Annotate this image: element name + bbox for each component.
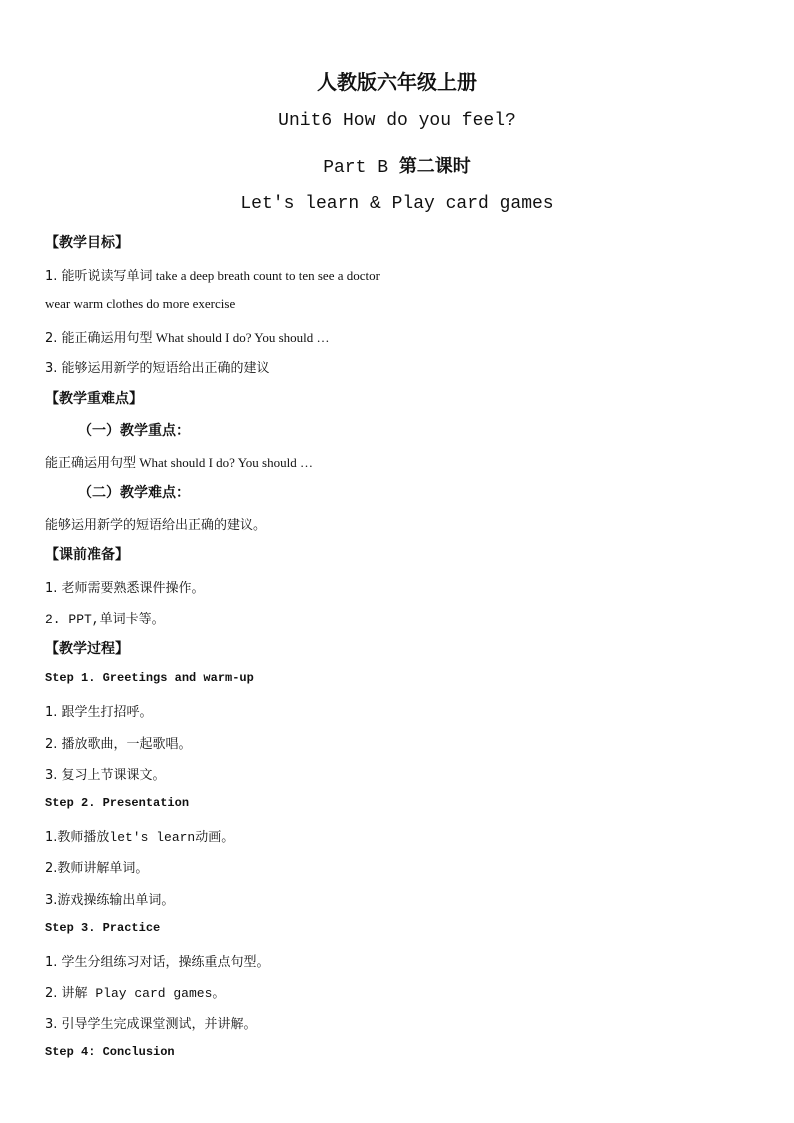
step-2-item-1-c: 动画。 — [195, 830, 235, 845]
step-1-item-1: 1. 跟学生打招呼。 — [45, 705, 153, 720]
step-2-heading: Step 2. Presentation — [45, 796, 190, 810]
step-1-item-2: 2. 播放歌曲，一起歌唱。 — [45, 737, 192, 752]
step-3-item-2-a: 2. 讲解 — [45, 986, 88, 1001]
lesson-label: 第二课时 — [398, 156, 471, 177]
step-1-heading: Step 1. Greetings and warm-up — [45, 671, 254, 685]
goal-item-1-cont: wear warm clothes do more exercise — [45, 296, 236, 311]
keypoint-sub-1: （一）教学重点： — [78, 423, 190, 439]
prep-item-2-cn: 单词卡等。 — [99, 612, 165, 627]
step-2-item-3: 3.游戏操练输出单词。 — [45, 893, 175, 908]
keypoint-text-2: 能够运用新学的短语给出正确的建议。 — [45, 518, 267, 533]
goal-item-3: 3. 能够运用新学的短语给出正确的建议 — [45, 361, 270, 376]
part-title — [0, 152, 794, 178]
prep-item-1: 1. 老师需要熟悉课件操作。 — [45, 581, 205, 596]
lesson-title: Let's learn & Play card games — [240, 194, 554, 214]
step-3-item-2 — [45, 982, 225, 1001]
keypoint-text-1 — [45, 452, 313, 471]
goal-item-2-en: What should I do? You should … — [152, 330, 330, 345]
step-3-heading: Step 3. Practice — [45, 921, 161, 935]
prep-item-2-en: 2. PPT, — [45, 612, 100, 627]
prep-item-2 — [45, 608, 165, 627]
step-2-item-1-a: 1.教师播放 — [45, 830, 110, 845]
step-2-item-2: 2.教师讲解单词。 — [45, 861, 149, 876]
step-3-item-1: 1. 学生分组练习对话，操练重点句型。 — [45, 955, 270, 970]
goal-item-1-words: take a deep breath count to ten see a doctor — [152, 268, 380, 283]
prep-heading: 【课前准备】 — [45, 547, 129, 563]
keypoint-text-1-en: What should I do? You should … — [136, 455, 313, 470]
keypoint-sub-2: （二）教学难点： — [78, 485, 190, 501]
step-3-item-2-b: Play card games。 — [87, 986, 226, 1001]
keypoint-text-1-cn: 能正确运用句型 — [45, 456, 137, 471]
goals-heading: 【教学目标】 — [45, 235, 129, 251]
goal-item-1-prefix: 1. 能听说读写单词 — [45, 269, 153, 284]
unit-title: Unit6 How do you feel? — [278, 111, 516, 131]
step-4-heading: Step 4: Conclusion — [45, 1045, 175, 1059]
step-2-item-1 — [45, 826, 234, 845]
goal-item-2 — [45, 327, 330, 346]
step-1-item-3: 3. 复习上节课课文。 — [45, 768, 166, 783]
process-heading: 【教学过程】 — [45, 641, 129, 657]
goal-item-2-prefix: 2. 能正确运用句型 — [45, 331, 153, 346]
keypoints-heading: 【教学重难点】 — [45, 391, 143, 407]
part-label: Part B — [323, 158, 399, 178]
goal-item-1 — [45, 265, 380, 284]
step-3-item-3: 3. 引导学生完成课堂测试，并讲解。 — [45, 1017, 257, 1032]
step-2-item-1-b: let's learn — [109, 830, 196, 845]
doc-title: 人教版六年级上册 — [317, 70, 477, 94]
